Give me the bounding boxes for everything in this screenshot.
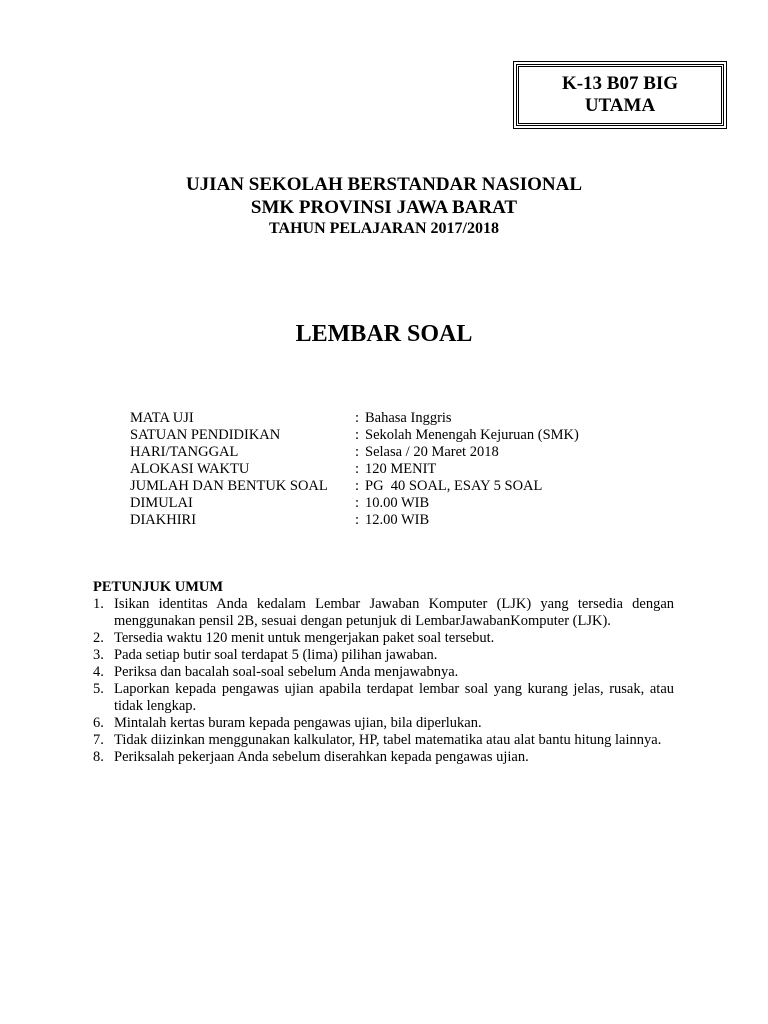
- instructions-list: [93, 596, 674, 766]
- list-item: [93, 647, 674, 664]
- item-number: 2.: [93, 630, 104, 646]
- header-line1: UJIAN SEKOLAH BERSTANDAR NASIONAL: [185, 174, 583, 195]
- info-row: [130, 444, 579, 461]
- exam-code-line2: UTAMA: [584, 95, 656, 116]
- list-item: [93, 664, 674, 681]
- list-item: [93, 630, 674, 647]
- item-text: Pada setiap butir soal terdapat 5 (lima) pilihan jawaban.: [114, 647, 438, 663]
- info-value: Sekolah Menengah Kejuruan (SMK): [365, 427, 579, 443]
- info-value: 10.00 WIB: [365, 495, 430, 511]
- info-key: SATUAN PENDIDIKAN: [130, 427, 281, 443]
- list-item: [93, 715, 674, 732]
- header-line2: SMK PROVINSI JAWA BARAT: [250, 197, 518, 218]
- info-row: [130, 427, 579, 444]
- info-separator: :: [355, 478, 360, 494]
- document-title: LEMBAR SOAL: [295, 321, 473, 347]
- list-item: [93, 749, 674, 766]
- document-header: [0, 173, 768, 239]
- info-key: DIAKHIRI: [130, 512, 197, 528]
- general-instructions: [93, 579, 674, 766]
- info-value: 120 MENIT: [365, 461, 437, 477]
- item-number: 7.: [93, 732, 104, 748]
- item-text: Mintalah kertas buram kepada pengawas ujian, bila diperlukan.: [114, 715, 482, 731]
- item-number: 5.: [93, 681, 104, 697]
- info-separator: :: [355, 444, 360, 460]
- info-key: DIMULAI: [130, 495, 193, 511]
- header-line3: TAHUN PELAJARAN 2017/2018: [269, 220, 499, 237]
- info-separator: :: [355, 427, 360, 443]
- item-number: 4.: [93, 664, 104, 680]
- info-key: MATA UJI: [130, 410, 194, 426]
- info-separator: :: [355, 461, 360, 477]
- info-value: 12.00 WIB: [365, 512, 430, 528]
- item-number: 8.: [93, 749, 104, 765]
- exam-code-box: [516, 64, 724, 126]
- item-number: 1.: [93, 596, 104, 612]
- list-item: [93, 596, 674, 630]
- info-row: [130, 410, 579, 427]
- info-separator: :: [355, 410, 360, 426]
- instructions-title: PETUNJUK UMUM: [93, 579, 224, 595]
- item-text: Periksa dan bacalah soal-soal sebelum Anda menjawabnya.: [114, 664, 459, 680]
- item-text: Isikan identitas Anda kedalam Lembar Jawaban Komputer (LJK) yang tersedia dengan menggunakan pensil 2B, sesuai dengan petunjuk di LembarJawabanKomputer (LJK).: [114, 596, 674, 629]
- info-separator: :: [355, 495, 360, 511]
- item-text: Periksalah pekerjaan Anda sebelum diserahkan kepada pengawas ujian.: [114, 749, 529, 765]
- info-row: [130, 512, 579, 529]
- info-row: [130, 478, 579, 495]
- item-text: Tidak diizinkan menggunakan kalkulator, HP, tabel matematika atau alat bantu hitung lainnya.: [114, 732, 662, 748]
- list-item: [93, 681, 674, 715]
- info-key: JUMLAH DAN BENTUK SOAL: [130, 478, 328, 494]
- info-separator: :: [355, 512, 360, 528]
- item-number: 3.: [93, 647, 104, 663]
- info-value: PG 40 SOAL, ESAY 5 SOAL: [365, 478, 543, 494]
- item-text: Tersedia waktu 120 menit untuk mengerjakan paket soal tersebut.: [114, 630, 495, 646]
- list-item: [93, 732, 674, 749]
- info-row: [130, 461, 579, 478]
- info-value: Selasa / 20 Maret 2018: [365, 444, 499, 460]
- info-value: Bahasa Inggris: [365, 410, 452, 426]
- exam-code-line1: K-13 B07 BIG: [561, 73, 679, 94]
- item-text: Laporkan kepada pengawas ujian apabila terdapat lembar soal yang kurang jelas, rusak, atau tidak lengkap.: [114, 681, 674, 714]
- item-number: 6.: [93, 715, 104, 731]
- exam-info-table: [130, 410, 579, 529]
- info-key: HARI/TANGGAL: [130, 444, 239, 460]
- info-key: ALOKASI WAKTU: [130, 461, 250, 477]
- info-row: [130, 495, 579, 512]
